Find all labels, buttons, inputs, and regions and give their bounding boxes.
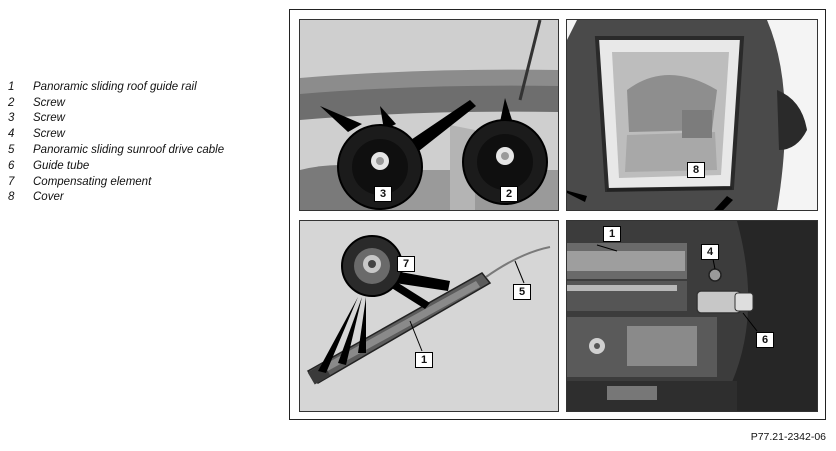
legend-number: 8 <box>8 191 15 204</box>
legend-list <box>8 79 278 205</box>
callout-label: 7 <box>397 256 415 272</box>
callout-label: 6 <box>756 332 774 348</box>
photo-panel-guide-rail <box>299 220 559 412</box>
figure-reference-code: P77.21-2342-06 <box>750 431 826 443</box>
legend-item <box>8 174 278 190</box>
callout-label: 2 <box>500 186 518 202</box>
legend-item <box>8 190 278 206</box>
legend-label: Panoramic sliding sunroof drive cable <box>33 144 225 157</box>
legend-number: 4 <box>8 128 15 141</box>
photo-panel-roof-screws <box>299 19 559 211</box>
roof-screws-photo <box>300 20 558 210</box>
legend-number: 7 <box>8 175 15 188</box>
legend-item <box>8 79 278 95</box>
legend-label: Screw <box>33 96 65 109</box>
legend-item <box>8 158 278 174</box>
legend-item <box>8 142 278 158</box>
callout-label: 1 <box>603 226 621 242</box>
guide-rail-photo <box>300 221 558 411</box>
legend-label: Compensating element <box>33 175 152 188</box>
legend-item <box>8 111 278 127</box>
legend-number: 5 <box>8 144 15 157</box>
callout-label: 3 <box>374 186 392 202</box>
legend-number: 2 <box>8 96 15 109</box>
callout-label: 8 <box>687 162 705 178</box>
legend-label: Screw <box>33 128 65 141</box>
legend-label: Panoramic sliding roof guide rail <box>33 80 197 93</box>
legend-label: Screw <box>33 112 65 125</box>
rear-cover-photo <box>567 20 817 210</box>
photo-panel-guide-tube <box>566 220 818 412</box>
callout-label: 4 <box>701 244 719 260</box>
guide-tube-photo <box>567 221 817 411</box>
callout-label: 5 <box>513 284 531 300</box>
figure-frame <box>289 9 826 420</box>
photo-panel-cover <box>566 19 818 211</box>
legend-number: 3 <box>8 112 15 125</box>
legend-number: 6 <box>8 159 15 172</box>
legend-label: Cover <box>33 191 64 204</box>
legend-number: 1 <box>8 80 15 93</box>
legend-label: Guide tube <box>33 159 90 172</box>
legend-item <box>8 95 278 111</box>
callout-label: 1 <box>415 352 433 368</box>
legend-item <box>8 126 278 142</box>
